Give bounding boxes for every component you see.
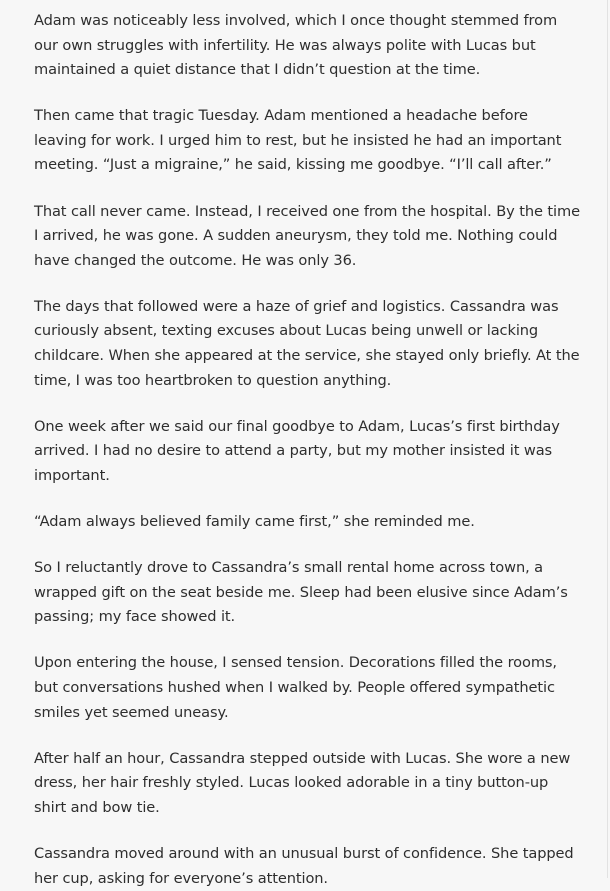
paragraph-7: So I reluctantly drove to Cassandra’s small rental home across town, a wrapped gift on the seat beside me. Sleep had been elusive since Adam’s passing; my face showed it. xyxy=(34,559,568,626)
paragraph-9: After half an hour, Cassandra stepped outside with Lucas. She wore a new dress, her hair freshly styled. Lucas looked adorable in a tiny button-up shirt and bow tie. xyxy=(34,749,571,816)
paragraph-2: Then came that tragic Tuesday. Adam mentioned a headache before leaving for work. I urged him to rest, but he insisted he had an important meeting. “Just a migraine,” he said, kissing me goodbye. “I’ll call after.” xyxy=(34,107,562,174)
paragraph-4: The days that followed were a haze of grief and logistics. Cassandra was curiously absent, texting excuses about Lucas being unwell or lacking childcare. When she appeared at the service, she stayed only briefly. At the time, I was too heartbroken to question anything. xyxy=(34,297,580,389)
paragraph-1: Adam was noticeably less involved, which I once thought stemmed from our own struggles with infertility. He was always polite with Lucas but maintained a quiet distance that I didn’t question at the time. xyxy=(34,12,558,79)
paragraph-5: One week after we said our final goodbye to Adam, Lucas’s first birthday arrived. I had no desire to attend a party, but my mother insisted it was important. xyxy=(34,417,560,484)
paragraph-6: “Adam always believed family came first,” she reminded me. xyxy=(34,513,475,530)
paragraph-3: That call never came. Instead, I received one from the hospital. By the time I arrived, he was gone. A sudden aneurysm, they told me. Nothing could have changed the outcome. He was only 36. xyxy=(34,202,580,269)
paragraph-10: Cassandra moved around with an unusual burst of confidence. She tapped her cup, asking for everyone’s attention. xyxy=(34,844,574,887)
paragraph-8: Upon entering the house, I sensed tension. Decorations filled the rooms, but conversations hushed when I walked by. People offered sympathetic smiles yet seemed uneasy. xyxy=(34,654,557,721)
